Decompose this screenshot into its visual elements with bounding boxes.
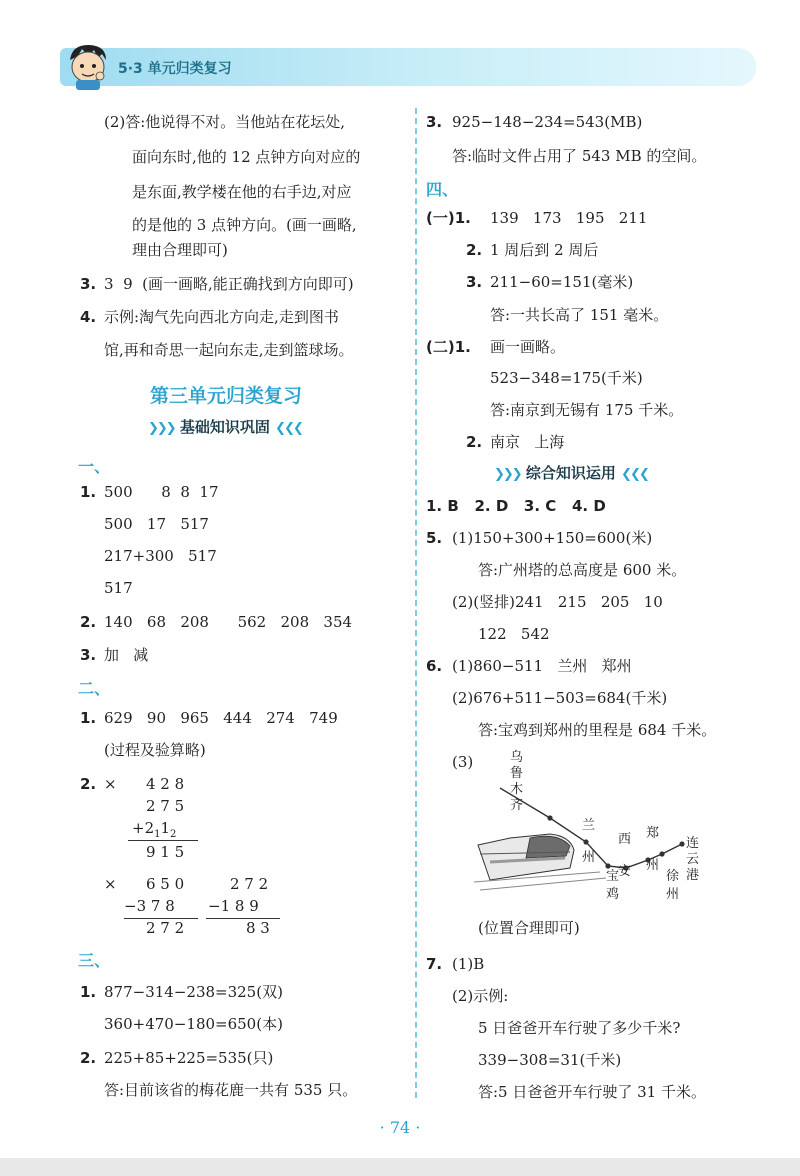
- answer-line: 500 8 8 17: [104, 483, 219, 501]
- answer-line: 225+85+225=535(只): [104, 1049, 274, 1067]
- answer-line: 面向东时,他的 12 点钟方向对应的: [132, 148, 361, 166]
- section-heading: 四、: [426, 180, 459, 199]
- answer-line: (2)676+511−503=684(千米): [452, 689, 668, 707]
- unit-title: 第三单元归类复习: [150, 385, 303, 407]
- answer-line: 122 542: [478, 625, 550, 643]
- item-number: 2.: [80, 613, 97, 631]
- answer-line: 答:5 日爸爸开车行驶了 31 千米。: [478, 1083, 706, 1101]
- item-number: 2.: [466, 433, 483, 451]
- calc-digit: 2 7 2: [146, 919, 185, 937]
- calc-digit: 8 3: [246, 919, 270, 937]
- answer-line: 的是他的 3 点钟方向。(画一画略,: [132, 216, 357, 234]
- answer-line: 629 90 965 444 274 749: [104, 709, 338, 727]
- answer-line: 画一画略。: [490, 338, 566, 356]
- comprehensive-title: 综合知识运用: [525, 464, 616, 482]
- item-number: 3.: [80, 275, 97, 293]
- answer-line: 加 减: [104, 646, 149, 664]
- answer-line: 1. B 2. D 3. C 4. D: [426, 497, 606, 515]
- item-number: 3.: [80, 646, 97, 664]
- answer-line: 139 173 195 211: [490, 209, 648, 227]
- answer-line: (3): [452, 753, 474, 771]
- section-heading: 一、: [78, 457, 111, 476]
- answer-line: (1)B: [452, 955, 485, 973]
- map-label-baoji: 宝 鸡: [606, 869, 620, 902]
- answer-line: 523−348=175(千米): [490, 369, 643, 387]
- station-dot: [547, 815, 552, 820]
- chevrons-left-icon: ❮❮❮: [621, 467, 648, 482]
- answer-line: 是东面,教学楼在他的右手边,对应: [132, 183, 352, 201]
- answer-line: 360+470−180=650(本): [104, 1015, 283, 1033]
- chevrons-right-icon: ❯❯❯: [494, 467, 521, 482]
- answer-line: (位置合理即可): [478, 919, 580, 937]
- calc-digit: 2 7 2: [230, 875, 269, 893]
- answer-line: 211−60=151(毫米): [490, 273, 634, 291]
- answer-line: (过程及验算略): [104, 741, 206, 759]
- answer-line: 答:临时文件占用了 543 MB 的空间。: [452, 147, 707, 165]
- calc-digit: 4 2 8: [146, 775, 185, 793]
- calc-line: [128, 840, 198, 841]
- section-heading: 三、: [78, 951, 111, 970]
- wrong-mark: ×: [104, 775, 117, 793]
- item-number: 2.: [80, 775, 97, 793]
- footer-bar: [0, 1158, 800, 1176]
- answer-line: 南京 上海: [490, 433, 565, 451]
- answer-line: 217+300 517: [104, 547, 217, 565]
- item-number: 1.: [80, 483, 97, 501]
- answer-line: 理由合理即可): [132, 241, 228, 259]
- map-label-xuzhou: 徐 州: [666, 869, 680, 902]
- header-title: 5·3 单元归类复习: [118, 61, 232, 77]
- station-dot: [679, 841, 684, 846]
- item-number: 3.: [466, 273, 483, 291]
- comprehensive-heading: [494, 462, 648, 483]
- basic-knowledge-title: 基础知识巩固: [179, 418, 270, 436]
- item-number: 5.: [426, 529, 443, 547]
- item-number: (一)1.: [426, 209, 471, 227]
- calc-digit: 9 1 5: [146, 843, 185, 861]
- item-number: 4.: [80, 308, 97, 326]
- carry-digit: 1: [154, 829, 161, 840]
- answer-line: 答:广州塔的总高度是 600 米。: [478, 561, 687, 579]
- item-number: 1.: [80, 983, 97, 1001]
- answer-line: (2)(竖排)241 215 205 10: [452, 593, 663, 611]
- answer-line: (1)150+300+150=600(米): [452, 529, 653, 547]
- wrong-mark: ×: [104, 875, 117, 893]
- item-number: 2.: [466, 241, 483, 259]
- answer-line: 答:宝鸡到郑州的里程是 684 千米。: [478, 721, 717, 739]
- map-label-zhengzhou: 郑 州: [646, 826, 660, 873]
- calc-digit: −3 7 8: [124, 897, 175, 915]
- answer-line: 140 68 208 562 208 354: [104, 613, 353, 631]
- calc-digit: +2: [132, 819, 155, 837]
- item-number: 1.: [80, 709, 97, 727]
- item-number: 6.: [426, 657, 443, 675]
- answer-line: (1)860−511 兰州 郑州: [452, 657, 632, 675]
- carry-digit: 2: [170, 829, 177, 840]
- answer-line: 3 9 (画一画略,能正确找到方向即可): [104, 275, 354, 293]
- calc-digit: −1 8 9: [208, 897, 259, 915]
- calc-digit: 1: [160, 819, 171, 837]
- chevrons-left-icon: ❮❮❮: [275, 421, 302, 436]
- answer-line: 339−308=31(千米): [478, 1051, 622, 1069]
- calc-digit: 2 7 5: [146, 797, 185, 815]
- answer-line: 答:南京到无锡有 175 千米。: [490, 401, 684, 419]
- mascot-icon: [62, 40, 114, 92]
- answer-line: 答:一共长高了 151 毫米。: [490, 306, 669, 324]
- item-number: (二)1.: [426, 338, 471, 356]
- answer-line: 馆,再和奇思一起向东走,走到篮球场。: [104, 341, 354, 359]
- item-number: 2.: [80, 1049, 97, 1067]
- item-number: 3.: [426, 113, 443, 131]
- basic-knowledge-heading: [148, 416, 302, 437]
- chevrons-right-icon: ❯❯❯: [148, 421, 175, 436]
- answer-line: 877−314−238=325(双): [104, 983, 283, 1001]
- item-number: 7.: [426, 955, 443, 973]
- map-label-lanzhou: 兰 州: [582, 818, 596, 865]
- answer-line: 500 17 517: [104, 515, 209, 533]
- station-dot: [659, 851, 664, 856]
- page-number: · 74 ·: [379, 1118, 421, 1137]
- answer-line: 答:目前该省的梅花鹿一共有 535 只。: [104, 1081, 358, 1099]
- map-label-xian: 西 安: [618, 832, 632, 879]
- answer-line: 5 日爸爸开车行驶了多少千米?: [478, 1019, 681, 1037]
- answer-line: 925−148−234=543(MB): [452, 113, 643, 131]
- column-divider: [415, 108, 417, 1098]
- answer-line: (2)示例:: [452, 987, 509, 1005]
- map-label-lianyungang: 连 云 港: [686, 836, 700, 883]
- answer-line: 517: [104, 579, 133, 597]
- answer-line: 1 周后到 2 周后: [490, 241, 599, 259]
- calc-digit: 6 5 0: [146, 875, 185, 893]
- answer-line: 示例:淘气先向西北方向走,走到图书: [104, 308, 339, 326]
- answer-line: (2)答:他说得不对。当他站在花坛处,: [104, 113, 346, 131]
- section-heading: 二、: [78, 679, 111, 698]
- map-label-wulumuqi: 乌 鲁 木 齐: [510, 750, 524, 813]
